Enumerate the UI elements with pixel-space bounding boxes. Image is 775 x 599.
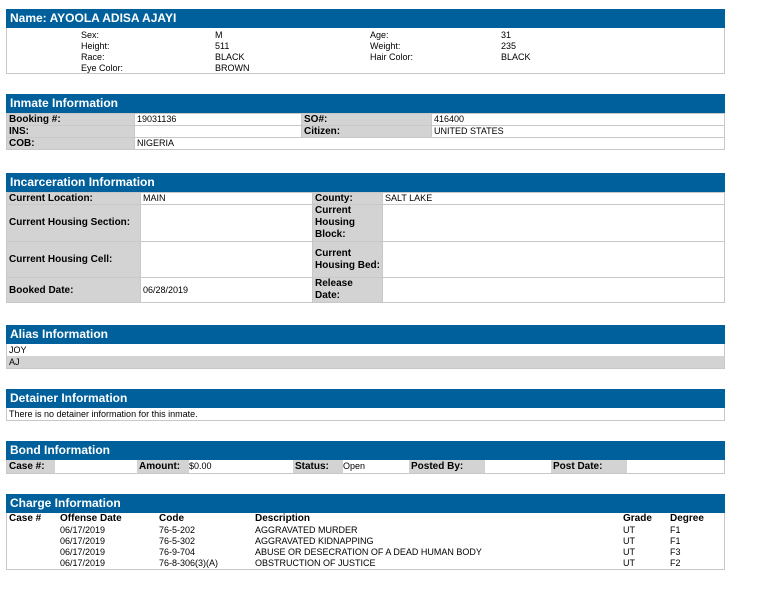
hair-value: BLACK: [501, 52, 531, 62]
alias-header: Alias Information: [6, 325, 725, 344]
charge-case: [7, 558, 58, 569]
charge-grade: UT: [623, 525, 635, 535]
cell-value: [141, 242, 313, 278]
location-label: Current Location:: [7, 193, 141, 205]
inmate-name: AYOOLA ADISA AJAYI: [49, 11, 177, 25]
height-value: 511: [215, 41, 230, 51]
cell-label: Current Housing Cell:: [7, 242, 141, 278]
weight-value: 235: [501, 41, 517, 51]
charge-code: 76-5-202: [159, 525, 196, 535]
location-value: MAIN: [141, 193, 313, 205]
charge-description: AGGRAVATED MURDER: [255, 525, 358, 535]
incarceration-table: [6, 192, 725, 303]
charge-table: [7, 513, 724, 569]
bond-status-label: Status:: [293, 460, 343, 473]
detainer-section: [6, 389, 725, 421]
age-value: 31: [501, 30, 512, 40]
charge-header-row: [7, 513, 724, 525]
release-label: Release Date:: [313, 278, 383, 303]
section-value: [141, 205, 313, 242]
col-offense-date: Offense Date: [60, 513, 122, 524]
bond-case-label: Case #:: [7, 460, 55, 473]
bond-posted-by-label: Posted By:: [409, 460, 485, 473]
weight-label: Weight:: [370, 41, 401, 51]
bond-header: Bond Information: [6, 441, 725, 460]
charge-date: 06/17/2019: [60, 558, 106, 568]
charge-description: ABUSE OR DESECRATION OF A DEAD HUMAN BODY: [255, 547, 482, 557]
eye-label: Eye Color:: [81, 63, 124, 73]
sex-label: Sex:: [81, 30, 100, 40]
race-label: Race:: [81, 52, 105, 62]
release-value: [383, 278, 725, 303]
block-value: [383, 205, 725, 242]
charge-case: [7, 525, 58, 536]
eye-value: BROWN: [215, 63, 250, 73]
alias-section: [6, 325, 725, 369]
sex-value: M: [215, 30, 223, 40]
charge-date: 06/17/2019: [60, 525, 106, 535]
age-label: Age:: [370, 30, 389, 40]
inmate-section: [6, 94, 725, 150]
charge-body: [6, 513, 725, 570]
charge-description: AGGRAVATED KIDNAPPING: [255, 536, 374, 546]
col-grade: Grade: [623, 513, 652, 524]
table-row: [7, 525, 724, 536]
inmate-table: [6, 113, 725, 150]
col-degree: Degree: [670, 513, 704, 524]
so-label: SO#:: [302, 114, 432, 126]
cob-value: NIGERIA: [135, 138, 725, 150]
charge-header: Charge Information: [6, 494, 725, 513]
county-label: County:: [313, 193, 383, 205]
name-section: [6, 9, 725, 74]
table-row: [7, 536, 724, 547]
table-row: [7, 558, 724, 569]
hair-label: Hair Color:: [370, 52, 414, 62]
ins-label: INS:: [7, 126, 135, 138]
booked-label: Booked Date:: [7, 278, 141, 303]
cob-label: COB:: [7, 138, 135, 150]
charge-grade: UT: [623, 536, 635, 546]
bed-label: Current Housing Bed:: [313, 242, 383, 278]
charge-case: [7, 536, 58, 547]
race-value: BLACK: [215, 52, 245, 62]
so-value: 416400: [432, 114, 725, 126]
charge-section: [6, 494, 725, 570]
alias-item: JOY: [9, 345, 27, 355]
charge-case: [7, 547, 58, 558]
incarceration-section: [6, 173, 725, 303]
booking-label: Booking #:: [7, 114, 135, 126]
detainer-text: There is no detainer information for this inmate.: [9, 409, 198, 419]
charge-date: 06/17/2019: [60, 536, 106, 546]
section-label: Current Housing Section:: [7, 205, 141, 242]
detainer-body: [6, 408, 725, 421]
charge-description: OBSTRUCTION OF JUSTICE: [255, 558, 376, 568]
inmate-header: Inmate Information: [6, 94, 725, 113]
charge-code: 76-8-306(3)(A): [159, 558, 219, 568]
charge-code: 76-9-704: [159, 547, 196, 557]
charge-degree: F1: [670, 525, 681, 535]
name-prefix: Name:: [10, 11, 47, 25]
charge-grade: UT: [623, 547, 635, 557]
ins-value: [135, 126, 302, 138]
charge-date: 06/17/2019: [60, 547, 106, 557]
bond-amount-label: Amount:: [137, 460, 189, 473]
col-code: Code: [159, 513, 184, 524]
name-details: [6, 28, 725, 74]
bond-section: [6, 441, 725, 474]
col-case: Case #: [9, 513, 42, 524]
height-label: Height:: [81, 41, 110, 51]
bond-row: [6, 460, 725, 474]
col-description: Description: [255, 513, 311, 524]
detainer-header: Detainer Information: [6, 389, 725, 408]
name-header: [6, 9, 725, 28]
bed-value: [383, 242, 725, 278]
charge-degree: F1: [670, 536, 681, 546]
charge-degree: F3: [670, 547, 681, 557]
incarceration-header: Incarceration Information: [6, 173, 725, 192]
alias-list: [6, 344, 725, 369]
bond-amount-value: $0.00: [189, 461, 212, 471]
table-row: [7, 547, 724, 558]
bond-post-date-label: Post Date:: [551, 460, 627, 473]
bond-status-value: Open: [343, 461, 366, 471]
booking-value: 19031136: [135, 114, 302, 126]
booked-value: 06/28/2019: [141, 278, 313, 303]
alias-item: AJ: [7, 356, 724, 368]
citizen-label: Citizen:: [302, 126, 432, 138]
county-value: SALT LAKE: [383, 193, 725, 205]
charge-degree: F2: [670, 558, 681, 568]
charge-code: 76-5-302: [159, 536, 196, 546]
charge-grade: UT: [623, 558, 635, 568]
citizen-value: UNITED STATES: [432, 126, 725, 138]
block-label: Current Housing Block:: [313, 205, 383, 242]
